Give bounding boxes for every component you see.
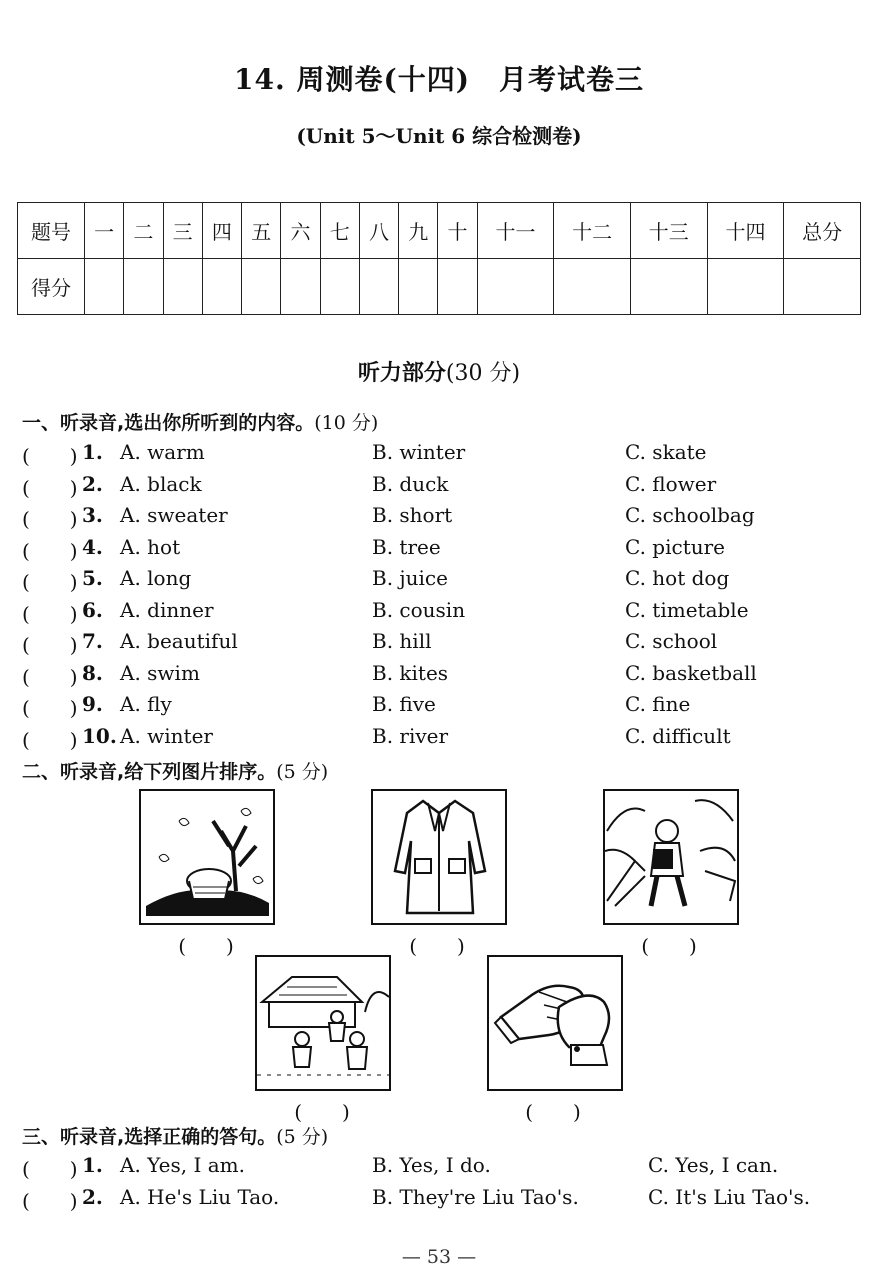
listening-section-title	[0, 356, 878, 387]
option-c[interactable]: C. fine	[625, 692, 691, 716]
q1-question-row	[22, 661, 862, 691]
question-number: 1.	[82, 1153, 103, 1177]
option-a[interactable]: A. long	[120, 566, 192, 590]
answer-blank[interactable]: ( )	[22, 444, 78, 468]
score-col: 十四	[707, 203, 784, 259]
question-number: 1.	[82, 440, 103, 464]
gloves-picture	[487, 955, 623, 1091]
option-c[interactable]: C. skate	[625, 440, 707, 464]
option-b[interactable]: B. tree	[372, 534, 441, 559]
score-col: 十二	[554, 203, 631, 259]
picture-2-answer-blank[interactable]: ( )	[409, 934, 465, 958]
score-cell[interactable]	[163, 259, 202, 315]
option-a[interactable]: A. hot	[120, 534, 181, 559]
option-b[interactable]: B. short	[372, 503, 453, 527]
score-cell[interactable]	[554, 259, 631, 315]
score-col: 八	[359, 203, 398, 259]
score-col: 六	[281, 203, 320, 259]
option-c[interactable]: C. hot dog	[625, 566, 730, 590]
option-a[interactable]: A. warm	[120, 440, 205, 464]
paper-subtitle: (Unit 5～Unit 6 综合检测卷)	[296, 124, 582, 148]
score-table-score-row	[18, 259, 861, 315]
option-b[interactable]: B. river	[372, 723, 449, 748]
answer-blank[interactable]: ( )	[22, 1157, 78, 1181]
score-col: 四	[202, 203, 241, 259]
picture-4-answer-blank[interactable]: ( )	[294, 1100, 350, 1124]
q2-heading	[22, 757, 328, 784]
option-c[interactable]: C. difficult	[625, 723, 731, 748]
answer-blank[interactable]: ( )	[22, 475, 78, 500]
option-a[interactable]: A. sweater	[120, 503, 228, 527]
score-row-label: 得分	[18, 259, 85, 315]
q1-heading-text: 一、听录音,选出你所听到的内容。	[22, 412, 315, 434]
coat-drawing	[373, 791, 505, 923]
option-c[interactable]: C. flower	[625, 471, 717, 496]
answer-blank[interactable]: ( )	[22, 507, 78, 531]
question-number: 6.	[82, 597, 103, 622]
option-b[interactable]: B. winter	[372, 440, 466, 464]
question-number: 3.	[82, 503, 103, 527]
page-number: — 53 —	[401, 1246, 477, 1268]
score-cell[interactable]	[202, 259, 241, 315]
gloves-drawing	[489, 957, 621, 1089]
score-cell[interactable]	[85, 259, 124, 315]
autumn-tree-drawing	[141, 791, 273, 923]
score-col: 九	[399, 203, 438, 259]
autumn-basket-tree-picture	[139, 789, 275, 925]
question-number: 8.	[82, 660, 103, 685]
question-number: 2.	[82, 471, 103, 496]
score-table	[17, 202, 861, 315]
score-cell[interactable]	[477, 259, 554, 315]
answer-blank[interactable]: ( )	[22, 1189, 78, 1213]
q1-question-row	[22, 724, 862, 754]
question-number: 4.	[82, 534, 103, 559]
question-number: 7.	[82, 629, 103, 653]
option-c[interactable]: C. picture	[625, 534, 726, 559]
q1-question-row	[22, 503, 862, 533]
picture-1-answer-blank[interactable]: ( )	[178, 934, 234, 958]
answer-blank[interactable]: ( )	[22, 664, 78, 689]
answer-blank[interactable]: ( )	[22, 570, 78, 594]
score-col: 一	[85, 203, 124, 259]
coat-picture	[371, 789, 507, 925]
score-header-label: 题号	[18, 203, 85, 259]
hiking-boy-drawing	[605, 791, 737, 923]
score-col: 三	[163, 203, 202, 259]
option-a[interactable]: A. fly	[120, 692, 172, 716]
score-cell[interactable]	[320, 259, 359, 315]
score-cell[interactable]	[359, 259, 398, 315]
option-b[interactable]: B. five	[372, 692, 436, 716]
score-cell[interactable]	[242, 259, 281, 315]
score-cell[interactable]	[630, 259, 707, 315]
option-b[interactable]: B. Yes, I do.	[372, 1153, 491, 1177]
paper-title: 14. 周测卷(十四) 月考试卷三	[234, 63, 644, 96]
hiking-boy-picture	[603, 789, 739, 925]
option-c[interactable]: C. timetable	[625, 597, 749, 622]
question-number: 5.	[82, 566, 103, 590]
answer-blank[interactable]: ( )	[22, 601, 78, 626]
q1-question-row	[22, 535, 862, 565]
score-cell[interactable]	[124, 259, 163, 315]
option-a[interactable]: A. beautiful	[120, 629, 238, 653]
listening-title: 听力部分	[357, 361, 446, 386]
q1-question-row	[22, 629, 862, 659]
score-cell[interactable]	[281, 259, 320, 315]
option-b[interactable]: B. hill	[372, 629, 432, 653]
q3-points: (5 分)	[276, 1126, 329, 1148]
score-cell[interactable]	[707, 259, 784, 315]
option-b[interactable]: B. juice	[372, 566, 448, 590]
option-a[interactable]: A. dinner	[120, 597, 214, 622]
question-number: 9.	[82, 692, 103, 716]
q1-question-row	[22, 566, 862, 596]
option-a[interactable]: A. black	[120, 471, 202, 496]
option-b[interactable]: B. They're Liu Tao's.	[372, 1185, 579, 1209]
snowball-children-picture	[255, 955, 391, 1091]
score-col: 十	[438, 203, 477, 259]
option-a[interactable]: A. winter	[120, 723, 213, 748]
question-number: 2.	[82, 1185, 103, 1209]
option-c[interactable]: C. basketball	[625, 660, 757, 685]
option-a[interactable]: A. Yes, I am.	[120, 1153, 245, 1177]
option-c[interactable]: C. schoolbag	[625, 503, 755, 527]
option-a[interactable]: A. swim	[120, 660, 200, 685]
q2-points: (5 分)	[276, 761, 329, 783]
snowball-children-drawing	[257, 957, 389, 1089]
answer-blank[interactable]: ( )	[22, 696, 78, 720]
option-b[interactable]: B. duck	[372, 471, 449, 496]
picture-5-answer-blank[interactable]: ( )	[525, 1100, 581, 1124]
score-col: 二	[124, 203, 163, 259]
q3-question-row	[22, 1185, 862, 1215]
q1-question-row	[22, 472, 862, 502]
option-c[interactable]: C. school	[625, 629, 718, 653]
option-a[interactable]: A. He's Liu Tao.	[120, 1185, 280, 1209]
q1-heading	[22, 408, 378, 435]
q1-question-row	[22, 692, 862, 722]
option-b[interactable]: B. kites	[372, 660, 449, 685]
option-c[interactable]: C. It's Liu Tao's.	[648, 1185, 811, 1209]
option-b[interactable]: B. cousin	[372, 597, 466, 622]
score-col-total: 总分	[784, 203, 861, 259]
listening-points: (30 分)	[445, 361, 521, 386]
score-table-header-row	[18, 203, 861, 259]
q1-points: (10 分)	[314, 412, 379, 434]
score-col: 十三	[630, 203, 707, 259]
score-col: 七	[320, 203, 359, 259]
score-col: 十一	[477, 203, 554, 259]
q3-heading-text: 三、听录音,选择正确的答句。	[22, 1126, 277, 1148]
answer-blank[interactable]: ( )	[22, 538, 78, 563]
option-c[interactable]: C. Yes, I can.	[648, 1153, 779, 1177]
q1-question-row	[22, 598, 862, 628]
q2-heading-text: 二、听录音,给下列图片排序。	[22, 761, 277, 783]
score-cell[interactable]	[399, 259, 438, 315]
question-number: 10.	[82, 723, 117, 748]
score-cell[interactable]	[438, 259, 477, 315]
answer-blank[interactable]: ( )	[22, 633, 78, 657]
q3-question-row	[22, 1153, 862, 1183]
answer-blank[interactable]: ( )	[22, 727, 78, 752]
picture-3-answer-blank[interactable]: ( )	[641, 934, 697, 958]
q3-heading	[22, 1122, 328, 1149]
q1-question-row	[22, 440, 862, 470]
score-cell-total[interactable]	[784, 259, 861, 315]
score-col: 五	[242, 203, 281, 259]
